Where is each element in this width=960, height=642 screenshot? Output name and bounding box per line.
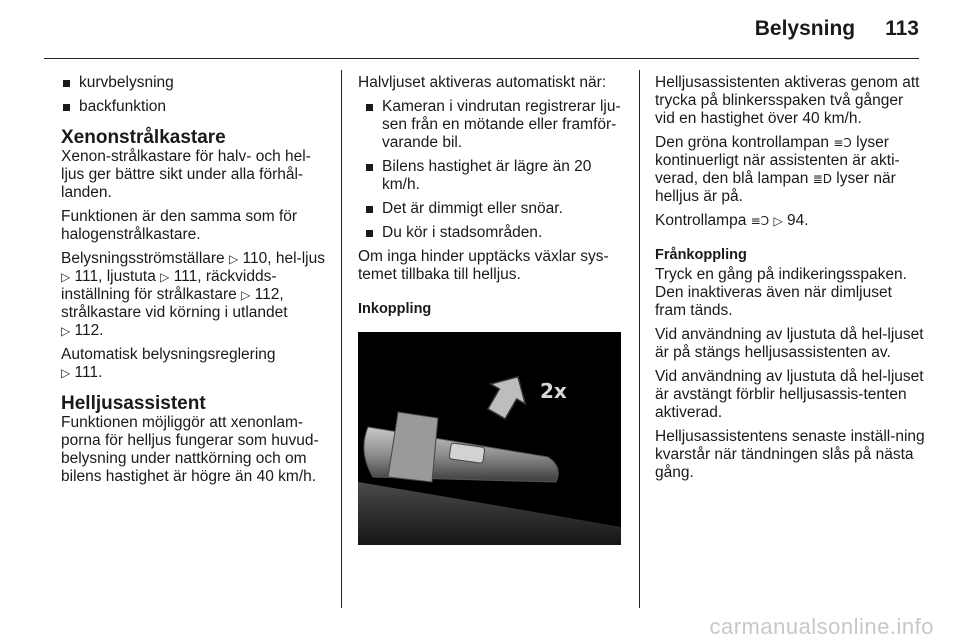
column-3 (655, 74, 927, 488)
watermark: carmanualsonline.info (709, 614, 934, 639)
page-ref-icon[interactable]: ▷ (61, 324, 71, 338)
high-beam-icon: ≣D (812, 172, 832, 186)
column-divider-1 (341, 70, 342, 608)
list-item: Det är dimmigt eller snöar. (364, 200, 628, 218)
page-ref-icon[interactable]: ▷ (61, 270, 71, 284)
page-ref[interactable]: 112 (74, 322, 100, 339)
page-ref[interactable]: 94 (787, 212, 805, 229)
header-rule (44, 58, 919, 59)
page-header (754, 17, 919, 40)
paragraph: Funktionen är den samma som för halogenstrålkastare. (61, 208, 298, 243)
paragraph-references: Belysningsströmställare ▷ 110, hel-ljus ▷ 111, ljustuta ▷ 111, räckvidds-inställning för strålkastare ▷ 112, strålkastare vid körning i utlandet ▷ 112. (61, 250, 325, 339)
page-ref[interactable]: 110 (242, 250, 268, 267)
page-ref-icon[interactable]: ▷ (61, 366, 71, 380)
paragraph: Funktionen möjliggör att xenonlam-porna för helljus fungerar som huvud-belysning under nattkörning och om bilens hastighet är högre än 40 km/h. (61, 414, 319, 485)
list-item: Kameran i vindrutan registrerar lju-sen från en mötande eller framför-varande bil. (364, 98, 628, 152)
page-ref[interactable]: 111 (74, 364, 99, 381)
paragraph: Vid användning av ljustuta då hel-ljuset är avstängt förblir helljusassis-tenten aktiverad. (655, 368, 924, 421)
page-ref[interactable]: 111 (74, 268, 99, 285)
page-number: 113 (885, 17, 919, 40)
auto-high-beam-icon: ≡Ↄ (833, 136, 852, 150)
heading-xenon: Xenonstrålkastare (61, 127, 226, 148)
paragraph: Om inga hinder upptäcks växlar sys-temet tillbaka till helljus. (358, 248, 609, 283)
heading-frankoppling: Frånkoppling (655, 247, 747, 263)
column-divider-2 (639, 70, 640, 608)
paragraph: Helljusassistentens senaste inställ-ning kvarstår när tändningen slås på nästa gång. (655, 428, 925, 481)
paragraph-lamps: Den gröna kontrollampan ≡Ↄ lyser kontinuerligt när assistenten är akti-verad, den blå lampan ≣D lyser när helljus är på. (655, 134, 900, 205)
paragraph: Halvljuset aktiveras automatiskt när: (358, 74, 607, 91)
list-item: Du kör i stadsområden. (364, 224, 628, 242)
paragraph: Vid användning av ljustuta då hel-ljuset är på stängs helljusassistenten av. (655, 326, 924, 361)
list-item: backfunktion (61, 98, 333, 116)
paragraph-auto-light: Automatisk belysningsreglering ▷ 111. (61, 346, 276, 381)
heading-inkoppling: Inkoppling (358, 301, 432, 317)
section-title: Belysning (754, 17, 856, 40)
page-ref[interactable]: 111 (173, 268, 198, 285)
paragraph-lamp-ref: Kontrollampa ≡Ↄ ▷ 94. (655, 212, 809, 229)
paragraph: Tryck en gång på indikeringsspaken. Den inaktiveras även när dimljuset fram tänds. (655, 266, 907, 319)
page-ref-icon[interactable]: ▷ (241, 288, 251, 302)
page-ref-icon[interactable]: ▷ (228, 252, 239, 266)
page-ref-icon[interactable]: ▷ (160, 270, 170, 284)
heading-helljusassistent: Helljusassistent (61, 393, 206, 414)
page-ref-icon[interactable]: ▷ (773, 214, 783, 228)
column-1 (61, 74, 333, 492)
list-item: Bilens hastighet är lägre än 20 km/h. (364, 158, 628, 194)
column-2 (358, 74, 628, 545)
press-count-label: 2x (540, 379, 567, 403)
auto-high-beam-icon: ≡Ↄ (750, 214, 770, 228)
list-item: kurvbelysning (61, 74, 333, 92)
paragraph: Helljusassistenten aktiveras genom att trycka på blinkersspaken två gånger vid en hastighet över 40 km/h. (655, 74, 920, 127)
page-ref[interactable]: 112 (254, 286, 280, 303)
paragraph: Xenon-strålkastare för halv- och hel-ljus ger bättre sikt under alla förhål-landen. (61, 148, 311, 201)
stalk-illustration (358, 332, 621, 545)
turn-signal-stalk-figure (358, 332, 621, 545)
